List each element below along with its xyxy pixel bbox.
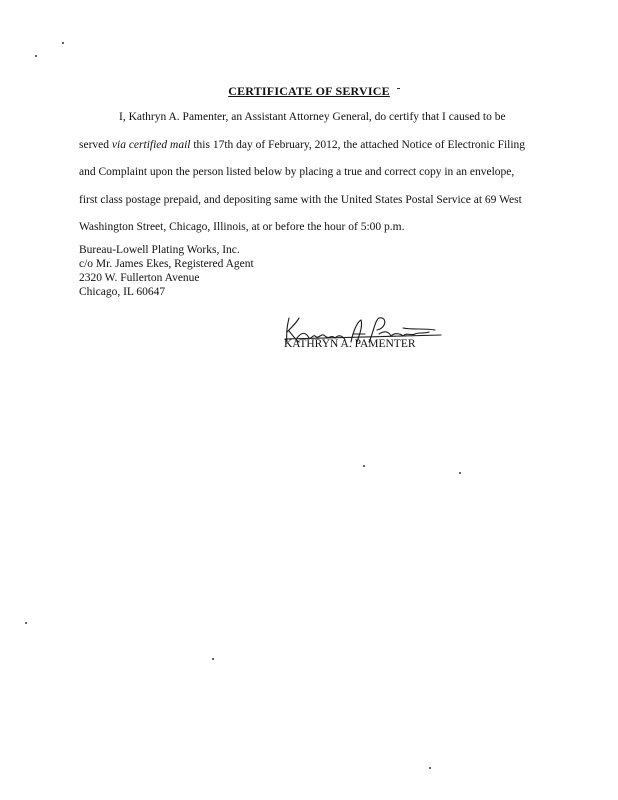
scan-speck [459, 472, 461, 474]
scan-mark [397, 88, 400, 89]
body-line-2-post: this 17th day of February, 2012, the attached Notice of Electronic Filing [190, 139, 526, 151]
recipient-line: Chicago, IL 60647 [79, 286, 166, 298]
scan-speck [62, 42, 64, 44]
signer-name: KATHRYN A. PAMENTER [284, 338, 416, 350]
scan-speck [212, 658, 214, 660]
scan-speck [363, 465, 365, 467]
scan-speck [429, 767, 431, 769]
body-line-2 [79, 139, 525, 151]
recipient-line: Bureau-Lowell Plating Works, Inc. [79, 244, 240, 256]
body-line-5: Washington Street, Chicago, Illinois, at or before the hour of 5:00 p.m. [79, 221, 405, 233]
body-line-3: and Complaint upon the person listed below by placing a true and correct copy in an envelope, [79, 166, 515, 178]
recipient-address [79, 243, 254, 299]
signature-block [283, 312, 443, 364]
delivery-method: via certified mail [111, 139, 191, 151]
body-line-4: first class postage prepaid, and depositing same with the United States Postal Service at 69 West [79, 194, 522, 206]
certificate-title: CERTIFICATE OF SERVICE [228, 84, 390, 98]
scan-speck [25, 622, 27, 624]
recipient-line: 2320 W. Fullerton Avenue [79, 272, 200, 284]
scan-speck [35, 55, 37, 57]
body-line-2-pre: served [79, 139, 112, 151]
recipient-line: c/o Mr. James Ekes, Registered Agent [79, 258, 254, 270]
body-line-1: I, Kathryn A. Pamenter, an Assistant Attorney General, do certify that I caused to be [119, 111, 506, 123]
